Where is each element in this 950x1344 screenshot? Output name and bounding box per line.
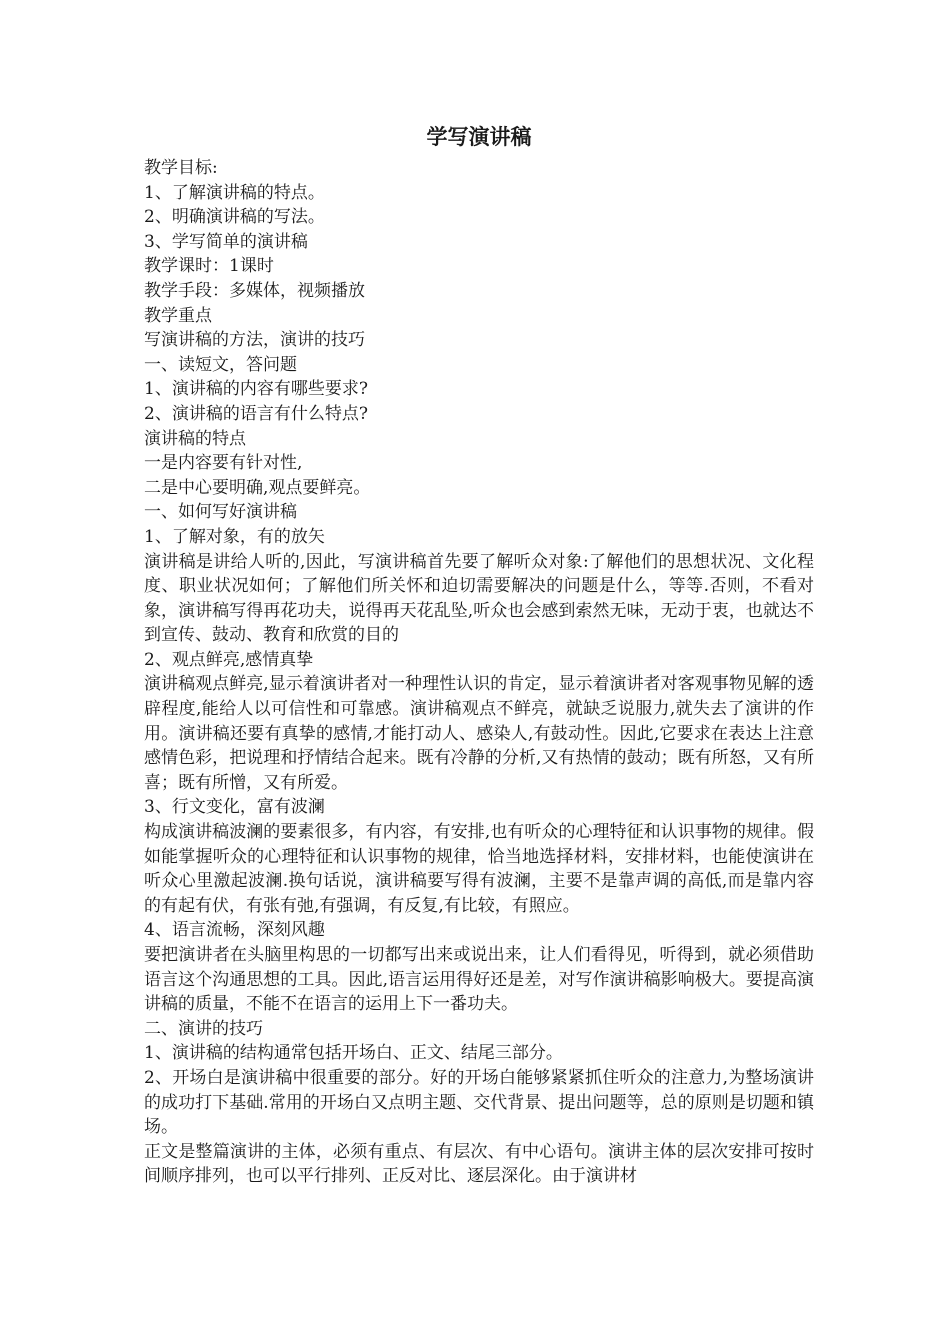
document-body	[144, 156, 814, 1189]
subsection-heading: 2、观点鲜亮,感情真挚	[144, 649, 314, 670]
body-line: 1、演讲稿的结构通常包括开场白、正文、结尾三部分。	[144, 1043, 563, 1064]
paragraph: 演讲稿观点鲜亮,显示着演讲者对一种理性认识的肯定，显示着演讲者对客观事物见解的透辟程度,能给人以可信性和可靠感。演讲稿观点不鲜亮，就缺乏说服力,就失去了演讲的作用。演讲稿还要有真挚的感情,才能打动人、感染人,有鼓动性。因此,它要求在表达上注意感情色彩，把说理和抒情结合起来。既有冷静的分析,又有热情的鼓动；既有所怒，又有所喜；既有所憎，又有所爱。	[144, 674, 814, 793]
paragraph: 正文是整篇演讲的主体，必须有重点、有层次、有中心语句。演讲主体的层次安排可按时间顺序排列，也可以平行排列、正反对比、逐层深化。由于演讲材	[144, 1141, 814, 1187]
section-heading: 二、演讲的技巧	[144, 1018, 263, 1039]
body-line: 二是中心要明确,观点要鲜亮。	[144, 477, 371, 498]
body-line: 教学手段：多媒体，视频播放	[144, 280, 365, 301]
subsection-heading: 4、语言流畅，深刻风趣	[144, 920, 325, 941]
paragraph: 构成演讲稿波澜的要素很多，有内容，有安排,也有听众的心理特征和认识事物的规律。假如能掌握听众的心理特征和认识事物的规律，恰当地选择材料，安排材料，也能使演讲在听众心里激起波澜.换句话说，演讲稿要写得有波澜，主要不是靠声调的高低,而是靠内容的有起有伏，有张有弛,有强调，有反复,有比较，有照应。	[144, 822, 814, 916]
document-title: 学写演讲稿	[426, 125, 532, 149]
paragraph: 演讲稿是讲给人听的,因此，写演讲稿首先要了解听众对象:了解他们的思想状况、文化程度、职业状况如何；了解他们所关怀和迫切需要解决的问题是什么，等等.否则，不看对象，演讲稿写得再花功夫，说得再天花乱坠,听众也会感到索然无味，无动于衷，也就达不到宣传、鼓动、教育和欣赏的目的	[144, 551, 814, 646]
body-line: 1、了解演讲稿的特点。	[144, 182, 325, 203]
body-line: 2、明确演讲稿的写法。	[144, 207, 325, 228]
section-heading: 一、如何写好演讲稿	[144, 502, 297, 523]
body-line: 教学目标:	[144, 158, 218, 178]
body-line: 演讲稿的特点	[144, 428, 246, 449]
body-line: 2、演讲稿的语言有什么特点?	[144, 403, 368, 424]
paragraph: 2、开场白是演讲稿中很重要的部分。好的开场白能够紧紧抓住听众的注意力,为整场演讲的成功打下基础.常用的开场白又点明主题、交代背景、提出问题等，总的原则是切题和镇场。	[144, 1067, 814, 1138]
body-line: 3、学写简单的演讲稿	[144, 231, 308, 252]
body-line: 一是内容要有针对性,	[144, 453, 303, 474]
document-page	[144, 118, 814, 1189]
section-heading: 一、读短文，答问题	[144, 354, 297, 375]
body-line: 写演讲稿的方法，演讲的技巧	[144, 330, 365, 351]
subsection-heading: 3、行文变化，富有波澜	[144, 797, 325, 818]
subsection-heading: 1、了解对象，有的放矢	[144, 526, 325, 547]
body-line: 教学课时：1课时	[144, 256, 274, 277]
body-line: 教学重点	[144, 305, 212, 326]
paragraph: 要把演讲者在头脑里构思的一切都写出来或说出来，让人们看得见，听得到，就必须借助语言这个沟通思想的工具。因此,语言运用得好还是差，对写作演讲稿影响极大。要提高演讲稿的质量，不能不在语言的运用上下一番功夫。	[144, 945, 814, 1015]
body-line: 1、演讲稿的内容有哪些要求?	[144, 379, 368, 400]
